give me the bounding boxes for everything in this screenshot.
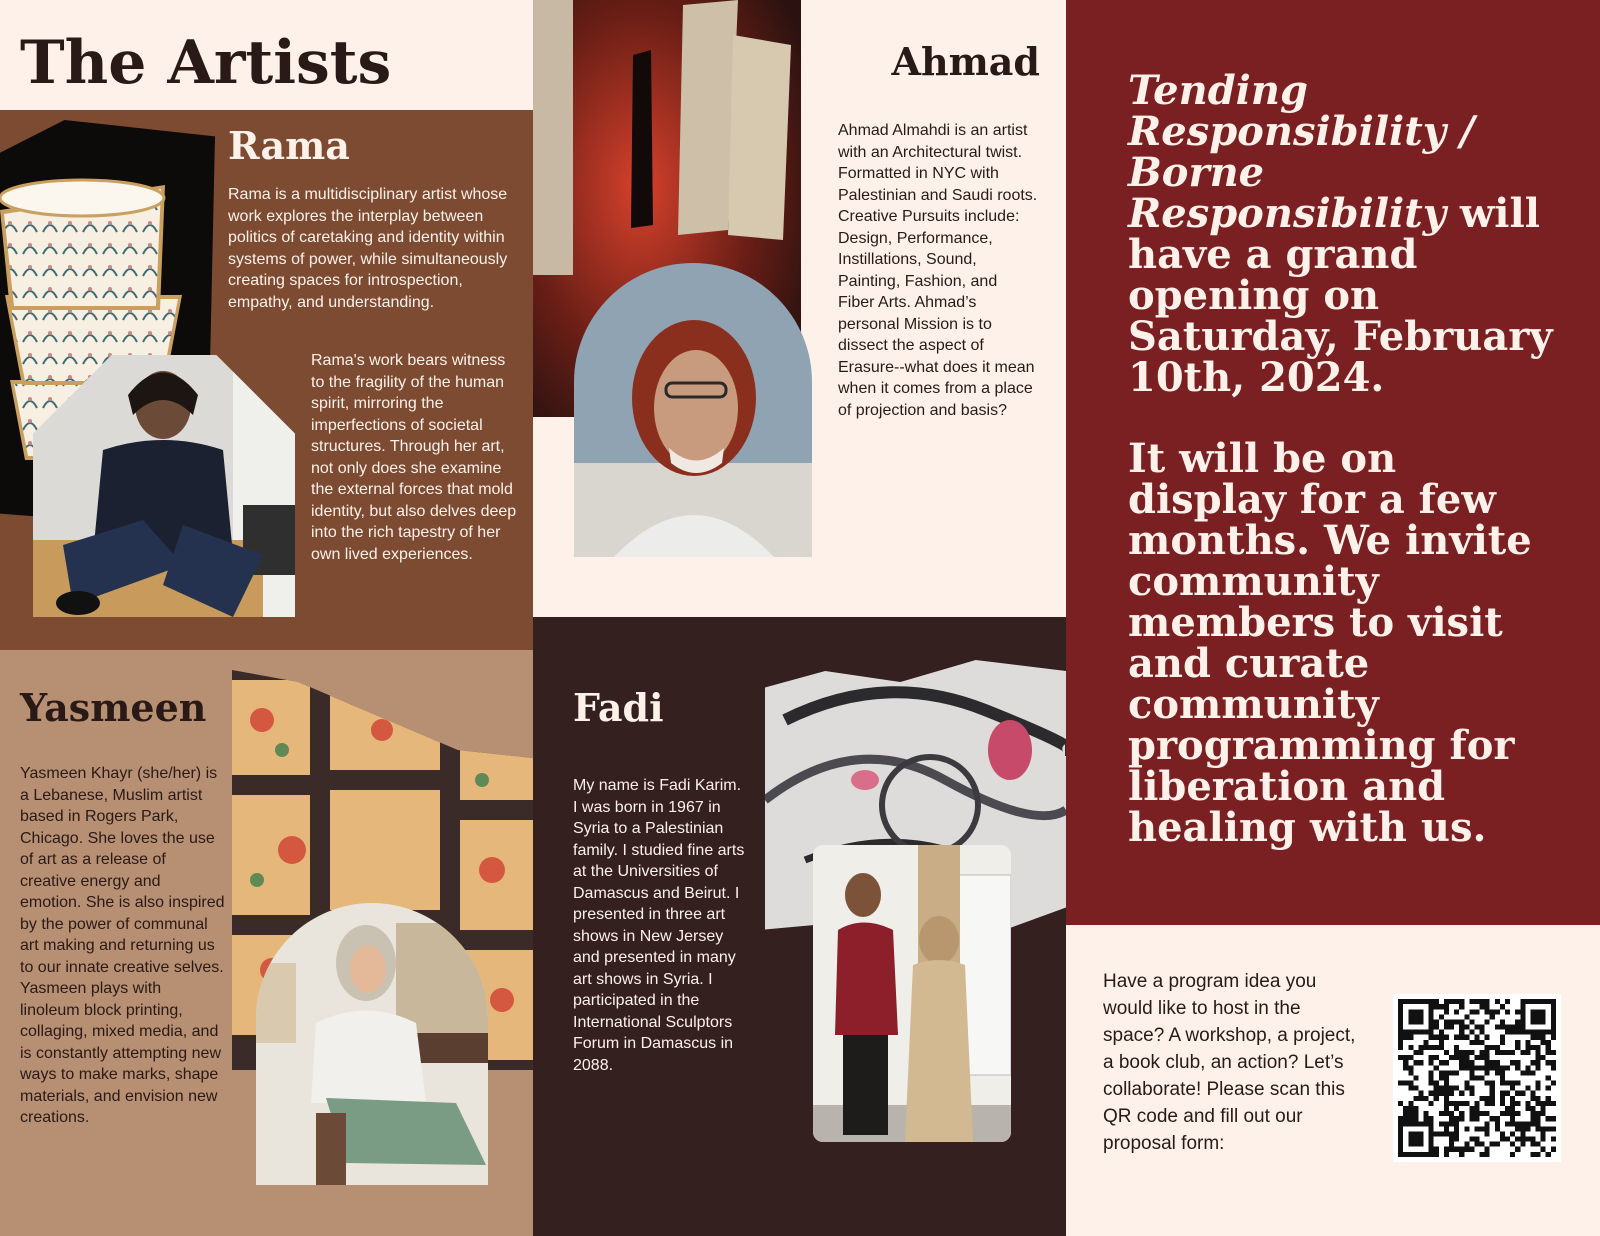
yasmeen-bio: Yasmeen Khayr (she/her) is a Lebanese, Muslim artist based in Rogers Park, Chicago. She loves the use of art as a release of creative energy and emotion. She is also inspired by the power of communal art making and returning us to our innate creative selves. Yasmeen plays with linoleum block printing, collaging, mixed media, and is constantly attempting new ways to make marks, shape materials, and envision new creations. [20,765,225,1126]
yasmeen-portrait [256,903,488,1185]
rama-name: Rama [228,123,350,168]
announcement-display: It will be on display for a few months. We invite community members to visit and curate community programming for liberation and healing with us. [1128,435,1532,851]
fadi-bio: My name is Fadi Karim. I was born in 1967 in Syria to a Palestinian family. I studied fine arts at the Universities of Damascus and Beirut. I presented in three art shows in New Jersey and presented in many art shows in Syria. I participated in the International Sculptors Forum in Damascus in 2088. [573,777,745,1074]
exhibit-title: Tending Responsibility / Borne Responsibility [1128,67,1475,237]
rama-bio-work: Rama's work bears witness to the fragility of the human spirit, mirroring the imperfections of societal structures. Through her art, not only does she examine the external forces that mold identity, but also delves deep into the rich tapestry of her own lived experiences. [311,352,517,563]
proposal-text: Have a program idea you would like to host in the space? A workshop, a project, a book club, an action? Let’s collaborate! Please scan this QR code and fill out our proposal form: [1103,971,1356,1154]
opening-text: will have a grand opening on Saturday, February 10th, 2024. [1128,190,1553,401]
ahmad-bio: Ahmad Almahdi is an artist with an Architectural twist. Formatted in NYC with Palestinian and Saudi roots. Creative Pursuits include: Design, Performance, Instillations, Sound, Painting, Fashion, and Fiber Arts. Ahmad’s personal Mission is to dissect the aspect of Erasure--what does it mean when it comes from a place of projection and basis? [838,122,1038,419]
rama-bio-intro: Rama is a multidisciplinary artist whose work explores the interplay between politics of caretaking and identity within systems of power, while simultaneously creating spaces for introspection, empathy, and understanding. [228,186,508,311]
ahmad-portrait [574,263,812,557]
page-title: The Artists [20,28,392,98]
qr-code-icon[interactable] [1393,994,1561,1162]
announcement-opening [1128,67,1573,401]
fadi-portrait [813,845,1011,1142]
ahmad-name: Ahmad [891,39,1040,84]
yasmeen-name: Yasmeen [20,685,207,730]
fadi-name: Fadi [573,685,664,730]
